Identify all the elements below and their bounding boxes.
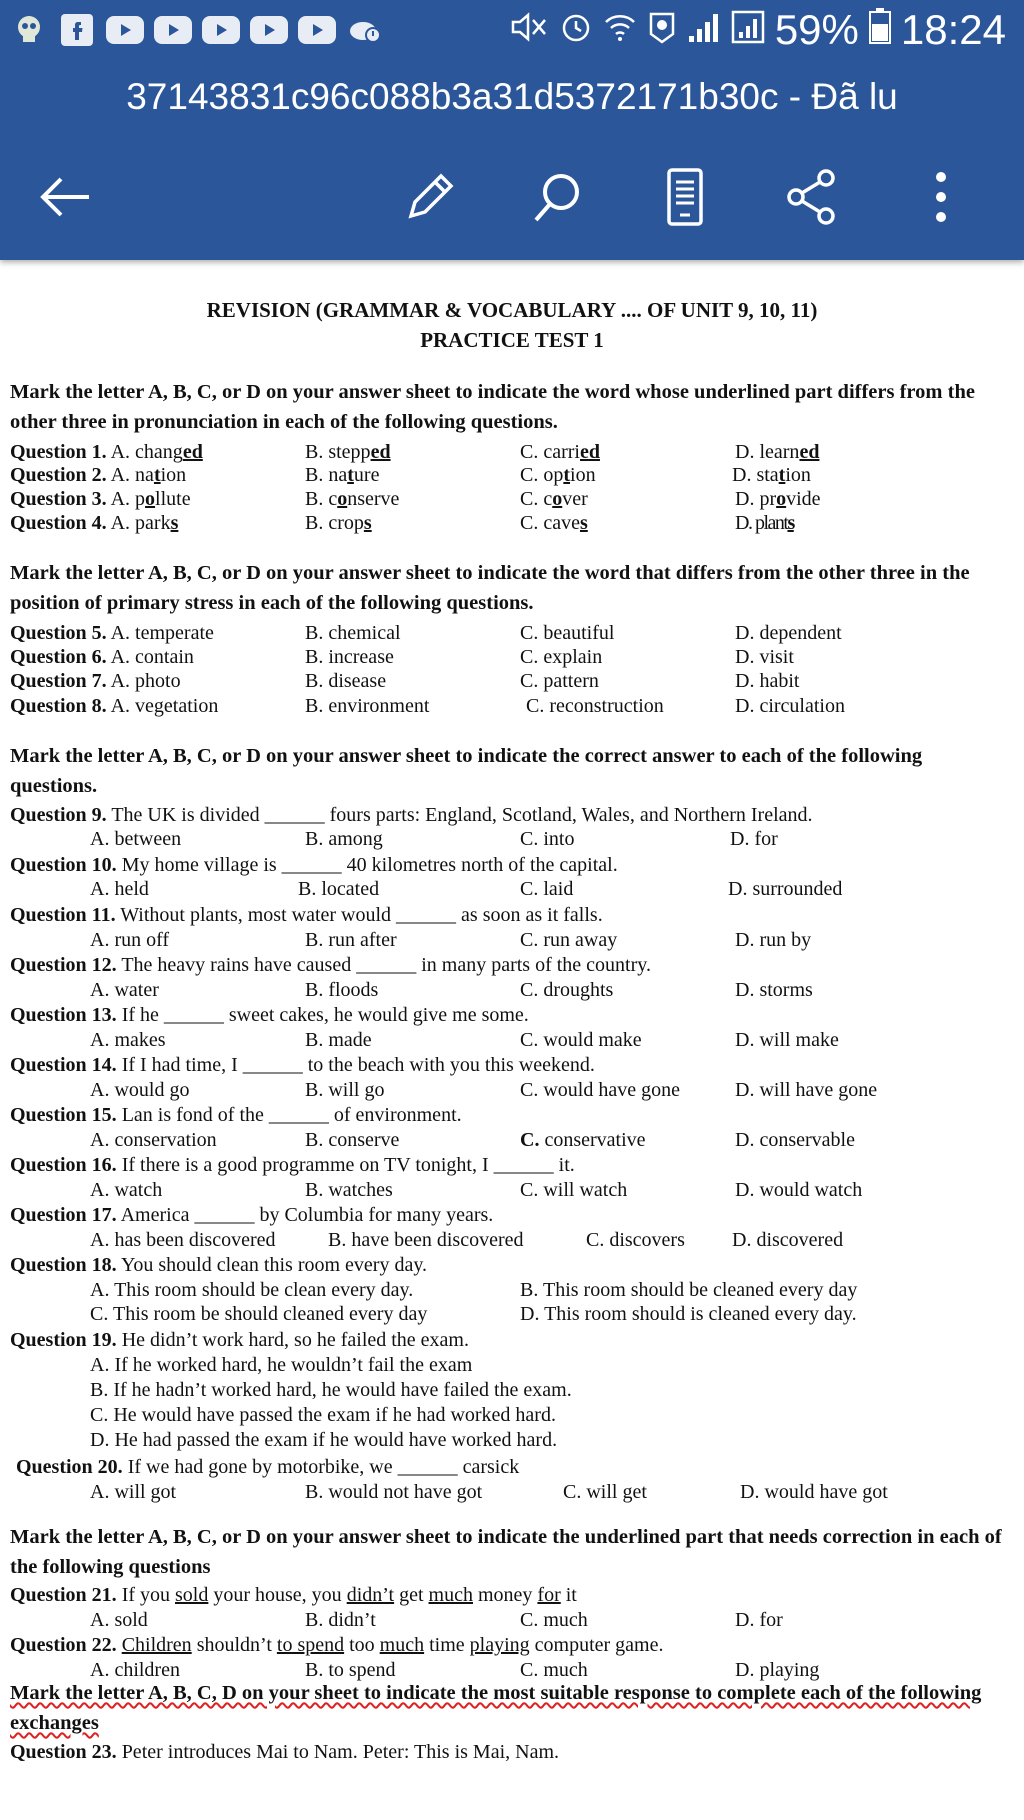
pencil-icon [401,168,459,226]
question-label: Question 20. [16,1456,123,1478]
question-label: Question 10. [10,854,117,876]
q16-option-a: A. watch [90,1179,163,1201]
question-17 [10,1204,493,1227]
q19-option-b: B. If he hadn’t worked hard, he would have failed the exam. [90,1379,572,1401]
question-label: Question 7. [10,670,107,692]
edit-button[interactable] [395,162,465,232]
q10-option-a: A. held [90,878,149,900]
doc-subtitle: PRACTICE TEST 1 [420,328,604,352]
question-label: Question 16. [10,1154,117,1176]
battery-icon [869,6,891,54]
question-11 [10,904,603,927]
text-part: time [424,1634,470,1656]
battery-percent: 59% [774,6,859,53]
question-label: Question 14. [10,1054,117,1076]
instruction-correct-answer: Mark the letter A, B, C, or D on your answer sheet to indicate the correct answer to each of the following questions. [10,745,923,797]
q8-option-c: C. reconstruction [526,695,664,717]
q13-option-d: D. will make [735,1029,839,1051]
doc-title: REVISION (GRAMMAR & VOCABULARY .... OF UNIT 9, 10, 11) [206,298,818,322]
more-options-button[interactable] [906,162,976,232]
word-part: ion [785,464,811,486]
q17-option-c: C. discovers [586,1229,685,1251]
signal-box-icon [731,6,765,54]
option-letter: C. [520,488,539,510]
q15-option-b: B. conserve [305,1129,400,1151]
option-a-text [135,441,203,463]
question-18 [10,1254,427,1277]
question-9 [10,804,813,827]
question-22 [10,1634,664,1657]
search-icon [528,168,586,226]
youtube-icon-2 [154,12,192,48]
word-part: ver [562,488,588,510]
q9-option-d: D. for [730,828,778,850]
mobile-view-button[interactable] [650,162,720,232]
q16-option-b: B. watches [305,1179,393,1201]
word-part: op [543,464,564,486]
question-text: America ______ by Columbia for many years. [120,1204,494,1226]
underlined-part: o [337,488,348,510]
q14-option-a: A. would go [90,1079,190,1101]
question-text: Peter introduces Mai to Nam. Peter: This is Mai, Nam. [121,1741,560,1763]
back-arrow-icon [37,175,93,219]
underlined-part: t [778,464,786,486]
mute-icon [509,6,549,54]
q8-option-b: B. environment [305,695,430,717]
q19-option-a: A. If he worked hard, he wouldn’t fail the exam [90,1354,473,1376]
question-label: Question 13. [10,1004,117,1026]
q14-option-c: C. would have gone [520,1079,680,1101]
option-letter: B. [305,488,324,510]
question-3 [10,488,191,511]
question-label: Question 15. [10,1104,117,1126]
underlined-part: s [787,512,794,534]
q15-option-d: D. conservable [735,1129,855,1151]
question-label: Question 6. [10,646,107,668]
q17-option-d: D. discovered [732,1229,844,1251]
q21-option-d: D. for [735,1609,783,1631]
question-label: Question 1. [10,441,107,463]
status-bar [0,0,1024,66]
question-label: Question 22. [10,1634,117,1656]
question-label: Question 5. [10,622,107,644]
option-letter: B. [305,512,324,534]
question-13 [10,1004,529,1027]
q6-option-d: D. visit [735,646,794,668]
word-part: crop [328,512,364,534]
q7-option-c: C. pattern [520,670,599,692]
q14-option-d: D. will have gone [735,1079,878,1101]
question-text: If he ______ sweet cakes, he would give me some. [121,1004,529,1026]
question-text: If we had gone by motorbike, we ______ carsick [127,1456,520,1478]
q16-option-c: C. will watch [520,1179,628,1201]
question-label: Question 2. [10,464,107,486]
question-text: The UK is divided ______ fours parts: England, Scotland, Wales, and Northern Ireland. [111,804,813,826]
q5-option-b: B. chemical [305,622,401,644]
option-letter: C. [520,1129,540,1151]
word-part: carri [543,441,580,463]
q13-option-c: C. would make [520,1029,642,1051]
underlined-part: Children [121,1634,192,1656]
text-part: it [560,1584,577,1606]
q11-option-c: C. run away [520,929,618,951]
text-part: computer game. [529,1634,664,1656]
q1-option-c [520,441,600,464]
text-part: money [472,1584,538,1606]
question-8 [10,695,218,718]
q17-option-b: B. have been discovered [328,1229,524,1251]
q21-option-b: B. didn’t [305,1609,376,1631]
question-label: Question 21. [10,1584,117,1606]
question-text: Lan is fond of the ______ of environment. [121,1104,462,1126]
q14-option-b: B. will go [305,1079,385,1101]
option-letter: D. [735,441,755,463]
underlined-part: o [552,488,563,510]
word-part: na [135,464,154,486]
word-part: ure [353,464,380,486]
text-part: If you [121,1584,176,1606]
question-21 [10,1584,577,1607]
underlined-part: to spend [276,1634,345,1656]
q22-option-a: A. children [90,1659,180,1681]
q18-option-c: C. This room be should cleaned every day [90,1303,428,1325]
question-text: If there is a good programme on TV tonight, I ______ it. [121,1154,575,1176]
q13-option-b: B. made [305,1029,372,1051]
question-12 [10,954,651,977]
question-10 [10,854,618,877]
underlined-part: ed [799,441,820,463]
instruction-pronunciation: Mark the letter A, B, C, or D on your answer sheet to indicate the word whose underlined part differs from the other three in pronunciation in each of the following questions. [10,381,975,433]
text-part: too [344,1634,380,1656]
q11-option-d: D. run by [735,929,812,951]
word-part: ion [160,464,187,486]
option-letter: D. [732,464,752,486]
underlined-part: much [379,1634,425,1656]
q10-option-b: B. located [298,878,380,900]
question-label: Question 12. [10,954,117,976]
q3-option-c [520,488,588,511]
question-label: Question 3. [10,488,107,510]
underlined-part: didn’t [346,1584,395,1606]
q10-option-d: D. surrounded [728,878,843,900]
q20-option-a: A. will got [90,1481,177,1503]
document-title: 37143831c96c088b3a31d5372171b30c - Đã lu [126,76,898,117]
app-bar [0,0,1024,260]
q6-option-c: C. explain [520,646,603,668]
word-part: nserve [347,488,400,510]
q12-option-c: C. droughts [520,979,614,1001]
underlined-part: t [347,464,354,486]
question-16 [10,1154,575,1177]
wifi-icon [603,6,637,54]
word-part: llute [155,488,191,510]
question-label: Question 9. [10,804,107,826]
option-letter: B. [305,441,324,463]
question-label: Question 11. [10,904,116,926]
q22-option-b: B. to spend [305,1659,396,1681]
text-part: get [394,1584,429,1606]
q2-option-c [520,464,596,487]
q7-option-d: D. habit [735,670,800,692]
underlined-part: for [537,1584,561,1606]
option-a: A. contain [110,646,194,668]
q4-option-c [520,512,588,535]
q4-option-b [305,512,372,535]
word-part: plant [754,512,788,534]
q11-option-b: B. run after [305,929,397,951]
underlined-part: t [563,464,571,486]
q15-option-c [520,1129,646,1152]
question-label: Question 8. [10,695,107,717]
underlined-part: playing [469,1634,530,1656]
instruction-exchanges: Mark the letter A, B, C, D on your sheet to indicate the most suitable response to complete each of the following exchanges [10,1682,982,1734]
q22-option-c: C. much [520,1659,588,1681]
word-part: p [135,488,146,510]
question-label: Question 4. [10,512,107,534]
question-text: Without plants, most water would ______ as soon as it falls. [120,904,603,926]
underlined-part: t [153,464,161,486]
word-part: pr [759,488,777,510]
option-a: A. vegetation [110,695,219,717]
text-part: shouldn’t [191,1634,277,1656]
youtube-icon-1 [106,12,144,48]
question-text: You should clean this room every day. [120,1254,428,1276]
clock: 18:24 [900,6,1006,53]
underlined-part: o [776,488,787,510]
word-part: vide [786,488,821,510]
cloud-alert-icon [346,12,384,48]
q18-option-d: D. This room should is cleaned every day. [520,1303,857,1325]
q15-option-a: A. conservation [90,1129,217,1151]
underlined-part: s [363,512,372,534]
q4-option-d [735,512,794,535]
underlined-part: much [428,1584,473,1606]
option-letter: A. [110,488,131,510]
instruction-error-correction: Mark the letter A, B, C, or D on your answer sheet to indicate the underlined part that needs correction in each of the following questions [10,1526,1002,1578]
underlined-part: s [170,512,179,534]
q10-option-c: C. laid [520,878,574,900]
option-a: A. photo [110,670,181,692]
signal-icon [687,6,721,54]
underlined-part: s [579,512,588,534]
option-letter: C. [520,441,539,463]
q6-option-b: B. increase [305,646,394,668]
alarm-icon [559,6,593,54]
text-part: your house, you [208,1584,347,1606]
word-part: sta [756,464,779,486]
option-word: conservative [539,1129,646,1151]
question-19 [10,1329,469,1352]
youtube-icon-4 [250,12,288,48]
share-button[interactable] [777,162,847,232]
q19-option-d: D. He had passed the exam if he would have worked hard. [90,1429,558,1451]
underlined-part: ed [370,441,391,463]
option-letter: C. [520,464,539,486]
word-part: chang [135,441,183,463]
word-part: ion [570,464,596,486]
q8-option-d: D. circulation [735,695,845,717]
q2-option-d [732,464,811,487]
question-20 [16,1456,519,1479]
question-1 [10,441,203,464]
youtube-icon-3 [202,12,240,48]
q17-option-a: A. has been discovered [90,1229,276,1251]
question-label: Question 19. [10,1329,117,1351]
q9-option-a: A. between [90,828,182,850]
q3-option-d [735,488,821,511]
question-6 [10,646,194,669]
q20-option-d: D. would have got [740,1481,888,1503]
q16-option-d: D. would watch [735,1179,863,1201]
word-part: c [328,488,338,510]
word-part: stepp [328,441,371,463]
question-text: The heavy rains have caused ______ in many parts of the country. [121,954,651,976]
skull-app-icon [10,12,48,48]
q18-option-a: A. This room should be clean every day. [90,1279,414,1301]
q12-option-d: D. storms [735,979,813,1001]
question-23 [10,1741,559,1764]
question-label: Question 17. [10,1204,117,1226]
word-part: na [328,464,348,486]
word-part: learn [759,441,800,463]
option-a-letter: A. [110,441,131,463]
q5-option-c: C. beautiful [520,622,615,644]
question-label: Question 18. [10,1254,117,1276]
option-letter: A. [110,464,131,486]
q12-option-a: A. water [90,979,159,1001]
underlined-part: o [145,488,156,510]
option-letter: D. [735,488,755,510]
word-part: park [135,512,171,534]
q12-option-b: B. floods [305,979,379,1001]
more-vertical-icon [931,170,951,224]
q9-option-c: C. into [520,828,575,850]
question-text: If I had time, I ______ to the beach with you this weekend. [121,1054,595,1076]
underlined-part: ed [182,441,203,463]
mobile-view-icon [665,167,705,227]
q11-option-a: A. run off [90,929,170,951]
instruction-stress: Mark the letter A, B, C, or D on your answer sheet to indicate the word that differs from the other three in the position of primary stress in each of the following questions. [10,562,970,614]
q18-option-b: B. This room should be cleaned every day [520,1279,858,1301]
word-part: c [543,488,553,510]
q5-option-d: D. dependent [735,622,842,644]
q3-option-b [305,488,399,511]
q22-option-d: D. playing [735,1659,820,1681]
question-7 [10,670,181,693]
q1-option-d [735,441,819,464]
q19-option-c: C. He would have passed the exam if he had worked hard. [90,1404,556,1426]
question-5 [10,622,214,645]
q7-option-b: B. disease [305,670,387,692]
underlined-part: sold [175,1584,209,1606]
youtube-icon-5 [298,12,336,48]
question-2 [10,464,186,487]
q9-option-b: B. among [305,828,383,850]
underlined-part: ed [579,441,600,463]
q1-option-b [305,441,391,464]
question-text: He didn’t work hard, so he failed the exam. [121,1329,469,1351]
word-part: cave [543,512,580,534]
option-letter: A. [110,512,131,534]
option-letter: C. [520,512,539,534]
nfc-icon [647,6,677,54]
option-a: A. temperate [110,622,214,644]
document-page[interactable] [0,260,1024,1820]
question-label: Question 23. [10,1741,117,1763]
facebook-icon [58,12,96,48]
back-button[interactable] [30,162,100,232]
question-text: My home village is ______ 40 kilometres north of the capital. [121,854,618,876]
question-4 [10,512,178,535]
share-icon [784,168,840,226]
question-15 [10,1104,462,1127]
q21-option-c: C. much [520,1609,588,1631]
q21-option-a: A. sold [90,1609,148,1631]
q20-option-b: B. would not have got [305,1481,483,1503]
search-button[interactable] [522,162,592,232]
option-letter: D. [735,512,752,534]
q2-option-b [305,464,379,487]
q13-option-a: A. makes [90,1029,166,1051]
q20-option-c: C. will get [563,1481,647,1503]
option-letter: B. [305,464,324,486]
question-14 [10,1054,595,1077]
